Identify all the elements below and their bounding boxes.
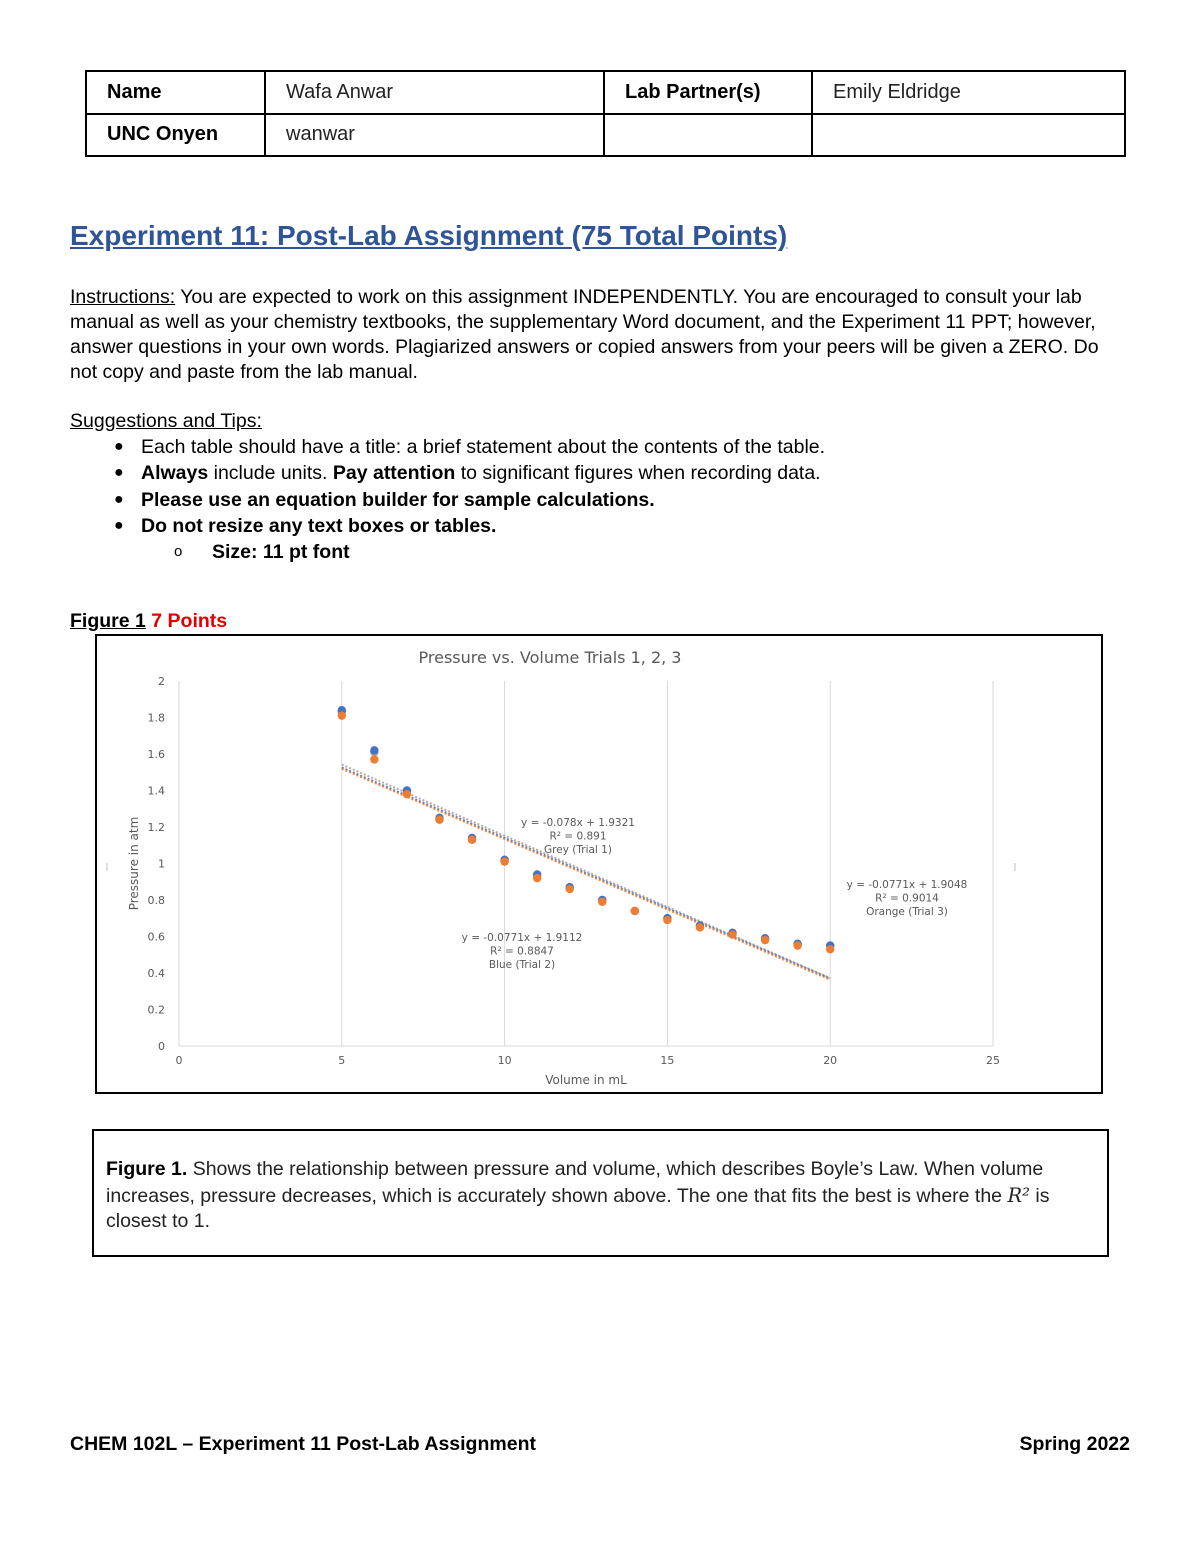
x-axis-label: Volume in mL [545, 1073, 627, 1087]
data-point-series-3 [468, 836, 476, 844]
trendline-equation-label: y = -0.0771x + 1.9048 [846, 879, 968, 891]
figure-points: 7 Points [151, 610, 228, 632]
data-point-series-3 [533, 874, 541, 882]
data-point-series-3 [435, 816, 443, 824]
trendline-equation-label: R² = 0.891 [549, 830, 607, 843]
name-value: Wafa Anwar [265, 71, 604, 114]
y-tick-label: 0.2 [147, 1003, 165, 1017]
tip-text: to significant figures when recording data. [455, 462, 821, 485]
trendline-series-2 [342, 768, 830, 979]
y-tick-label: 1.2 [147, 821, 165, 834]
bullet-icon: ● [114, 516, 124, 534]
trendline-equation-label: Grey (Trial 1) [544, 844, 612, 856]
instructions-label: Instructions: [70, 286, 176, 308]
list-item [70, 539, 825, 565]
figure-label-text: Figure 1 [70, 610, 146, 632]
list-item [70, 513, 825, 539]
data-point-series-3 [338, 711, 346, 719]
data-point-series-3 [500, 857, 508, 865]
tip-bold-text: Pay attention [332, 462, 456, 485]
list-item [70, 434, 825, 460]
tips-heading: Suggestions and Tips: [70, 410, 262, 432]
data-point-series-3 [728, 930, 736, 938]
bullet-icon: ● [114, 438, 124, 455]
trendline-equation-label: Blue (Trial 2) [488, 959, 556, 971]
caption-text: Shows the relationship between pressure and volume, which describes Boyle’s Law. When volume increases, pressure decreases, which is accurately shown above. The one that fits the best is where the [106, 1158, 1044, 1207]
lab-partner-label: Lab Partner(s) [604, 71, 812, 114]
instructions-paragraph [70, 285, 1130, 385]
y-tick-label: 1 [158, 857, 165, 871]
trendline-series-1 [342, 765, 830, 979]
list-item [70, 487, 825, 513]
chart-title: Pressure vs. Volume Trials 1, 2, 3 [418, 648, 682, 667]
trendline-equation-label: R² = 0.9014 [875, 892, 939, 905]
student-info-table [85, 70, 1126, 157]
bullet-icon: ● [114, 490, 124, 508]
x-tick-label: 5 [338, 1054, 346, 1067]
figure-caption-box [92, 1129, 1109, 1257]
data-point-series-3 [403, 790, 411, 798]
y-tick-label: 0.4 [147, 967, 165, 980]
list-item [70, 460, 825, 486]
empty-cell [812, 114, 1125, 157]
data-point-series-3 [793, 941, 801, 949]
trendline-equation-label: y = -0.0771x + 1.9112 [461, 932, 583, 944]
data-point-series-3 [598, 898, 606, 906]
onyen-value: wanwar [265, 114, 604, 157]
y-tick-label: 1.4 [147, 784, 165, 798]
document-title: Experiment 11: Post-Lab Assignment (75 Total Points) [70, 220, 788, 251]
tip-bold-text: Always [141, 462, 209, 485]
trendline-series-3 [342, 769, 830, 980]
x-tick-label: 20 [823, 1054, 838, 1067]
trendline-equation-label: R² = 0.8847 [490, 945, 554, 958]
name-label: Name [86, 71, 265, 114]
lab-partner-value: Emily Eldridge [812, 71, 1125, 114]
caption-label: Figure 1. [106, 1158, 188, 1180]
tip-bold-text: Size: 11 pt font [212, 541, 350, 564]
figure-label [70, 610, 227, 633]
tip-text: Each table should have a title: a brief statement about the contents of the table. [141, 436, 826, 458]
y-axis-label: Pressure in atm [127, 816, 141, 911]
x-tick-label: 25 [986, 1054, 1000, 1067]
x-tick-label: 10 [497, 1054, 512, 1067]
footer-term: Spring 2022 [1019, 1433, 1130, 1455]
table-row [86, 114, 1125, 157]
y-tick-label: 1.6 [147, 748, 165, 761]
bullet-icon: ● [114, 464, 124, 482]
data-point-series-3 [631, 907, 639, 915]
tip-text: include units. [208, 462, 333, 485]
y-tick-label: 1.8 [147, 711, 165, 725]
chart-frame [95, 634, 1103, 1094]
y-tick-label: 0.6 [147, 930, 165, 944]
data-point-series-2 [370, 746, 378, 754]
x-tick-label: 15 [660, 1054, 675, 1067]
data-point-series-3 [370, 755, 378, 763]
x-tick-label: 0 [175, 1054, 183, 1067]
data-point-series-3 [566, 885, 574, 893]
data-point-series-3 [663, 916, 671, 924]
tips-list [70, 434, 825, 565]
instructions-text: You are expected to work on this assignment INDEPENDENTLY. You are encouraged to consult your lab manual as well as your chemistry textbooks, the supplementary Word document, and the Experiment 11 PPT; however, answer questions in your own words. Plagiarized answers or copied answers from your peers will be given a ZERO. Do not copy and paste from the lab manual. [70, 286, 1099, 383]
data-point-series-3 [761, 936, 769, 944]
r-squared-symbol: R² [1007, 1183, 1030, 1207]
trendline-equation-label: y = -0.078x + 1.9321 [521, 817, 635, 829]
data-point-series-3 [826, 945, 834, 953]
y-tick-label: 2 [158, 675, 165, 688]
trendline-equation-label: Orange (Trial 3) [866, 906, 948, 918]
onyen-label: UNC Onyen [86, 114, 265, 157]
table-row [86, 71, 1125, 114]
footer-course: CHEM 102L – Experiment 11 Post-Lab Assignment [70, 1433, 536, 1455]
y-tick-label: 0.8 [147, 894, 165, 907]
circle-bullet-icon: o [174, 543, 183, 561]
tip-bold-text: Do not resize any text boxes or tables. [141, 514, 497, 537]
pressure-volume-chart [97, 636, 1101, 1092]
y-tick-label: 0 [158, 1040, 165, 1053]
caption-text: is closest to 1. [106, 1184, 1050, 1232]
empty-cell [604, 114, 812, 157]
data-point-series-3 [696, 923, 704, 931]
tip-bold-text: Please use an equation builder for sample calculations. [141, 488, 655, 511]
